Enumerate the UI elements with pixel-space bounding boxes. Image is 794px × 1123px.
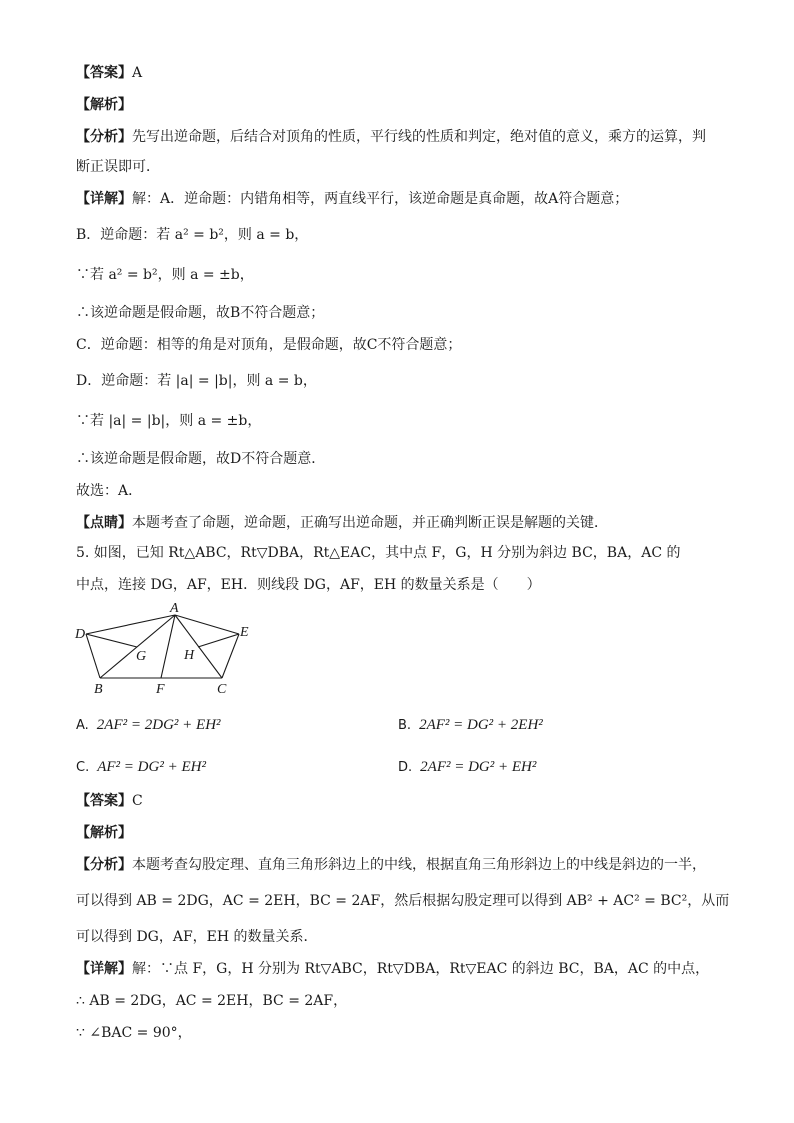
q5-stem-line1: 5. 如图，已知 Rt△ABC，Rt▽DBA，Rt△EAC，其中点 F，G，H 分别为斜边 BC，BA，AC 的	[76, 545, 681, 561]
segment-EC	[222, 634, 239, 678]
option-d: D. 2AF² = DG² + EH²	[398, 759, 537, 775]
dianjing-tag: 【点睛】	[76, 515, 132, 531]
answer-tag: 【答案】	[76, 65, 132, 81]
fenxi-line-q4: 【分析】先写出逆命题，后结合对顶角的性质，平行线的性质和判定，绝对值的意义，乘方的运算，判	[76, 129, 706, 145]
detail-line2-q5: ∴ AB = 2DG，AC = 2EH，BC = 2AF，	[76, 993, 348, 1009]
label-A: A	[170, 601, 179, 616]
option-b: B. 2AF² = DG² + 2EH²	[398, 717, 543, 733]
option-a: A. 2AF² = 2DG² + EH²	[76, 717, 221, 733]
fenxi-line3-q5: 可以得到 DG，AF，EH 的数量关系．	[76, 929, 318, 945]
detail-line-b3: ∴该逆命题是假命题，故B不符合题意；	[76, 305, 325, 321]
fenxi-line2-q4: 断正误即可．	[76, 159, 160, 175]
fenxi-line2-q5: 可以得到 AB = 2DG，AC = 2EH，BC = 2AF，然后根据勾股定理可以得到 AB² + AC² = BC²，从而	[76, 893, 730, 909]
detail-line3-q5: ∵ ∠BAC = 90°，	[76, 1025, 192, 1041]
label-B: B	[94, 682, 103, 697]
answer-tag: 【答案】	[76, 793, 132, 809]
dianjing-line: 【点睛】本题考查了命题，逆命题，正确写出逆命题，并正确判断正误是解题的关键．	[76, 515, 608, 531]
fenxi-line1-q5: 【分析】本题考查勾股定理、直角三角形斜边上的中线，根据直角三角形斜边上的中线是斜边的一半，	[76, 857, 706, 873]
detail-line-d2: ∵若 |a| = |b|，则 a = ±b，	[76, 413, 262, 429]
option-c: C. AF² = DG² + EH²	[76, 759, 206, 775]
detail-line1-q5: 【详解】解：∵点 F，G，H 分别为 Rt▽ABC，Rt▽DBA，Rt▽EAC 的斜边 BC，BA，AC 的中点，	[76, 961, 710, 977]
answer-line-q5	[76, 792, 143, 810]
label-C: C	[217, 682, 227, 697]
detail-tag: 【详解】	[76, 191, 132, 207]
segment-DB	[86, 634, 100, 678]
detail-line-b2: ∵若 a² = b²，则 a = ±b，	[76, 267, 254, 283]
segment-DG	[86, 634, 137, 647]
segment-AE	[175, 615, 239, 634]
detail-line-c: C．逆命题：相等的角是对顶角，是假命题，故C不符合题意；	[76, 337, 462, 353]
detail-line-a: 【详解】解：A．逆命题：内错角相等，两直线平行，该逆命题是真命题，故A符合题意；	[76, 191, 629, 207]
answer-value: C	[132, 793, 143, 809]
detail-line-d1: D．逆命题：若 |a| = |b|，则 a = b，	[76, 373, 317, 389]
detail-line-b1: B．逆命题：若 a² = b²，则 a = b，	[76, 227, 309, 243]
label-D: D	[75, 627, 86, 642]
segment-EH	[198, 634, 239, 647]
answer-line-q4	[76, 64, 142, 82]
analysis-tag-q5: 【解析】	[76, 825, 132, 841]
geometry-figure	[72, 600, 272, 700]
fenxi-tag: 【分析】	[76, 129, 132, 145]
label-G: G	[136, 649, 147, 664]
answer-value: A	[132, 65, 143, 81]
segment-AB	[100, 615, 175, 678]
detail-line-d3: ∴该逆命题是假命题，故D不符合题意．	[76, 451, 326, 467]
label-F: F	[156, 682, 165, 697]
detail-tag: 【详解】	[76, 961, 132, 977]
q5-stem-line2: 中点，连接 DG，AF，EH．则线段 DG，AF，EH 的数量关系是（ ）	[76, 577, 541, 593]
label-H: H	[184, 648, 195, 663]
label-E: E	[240, 625, 249, 640]
choose-line: 故选：A．	[76, 483, 143, 499]
fenxi-tag: 【分析】	[76, 857, 132, 873]
analysis-tag-q4: 【解析】	[76, 97, 132, 113]
segment-DA	[86, 615, 175, 634]
